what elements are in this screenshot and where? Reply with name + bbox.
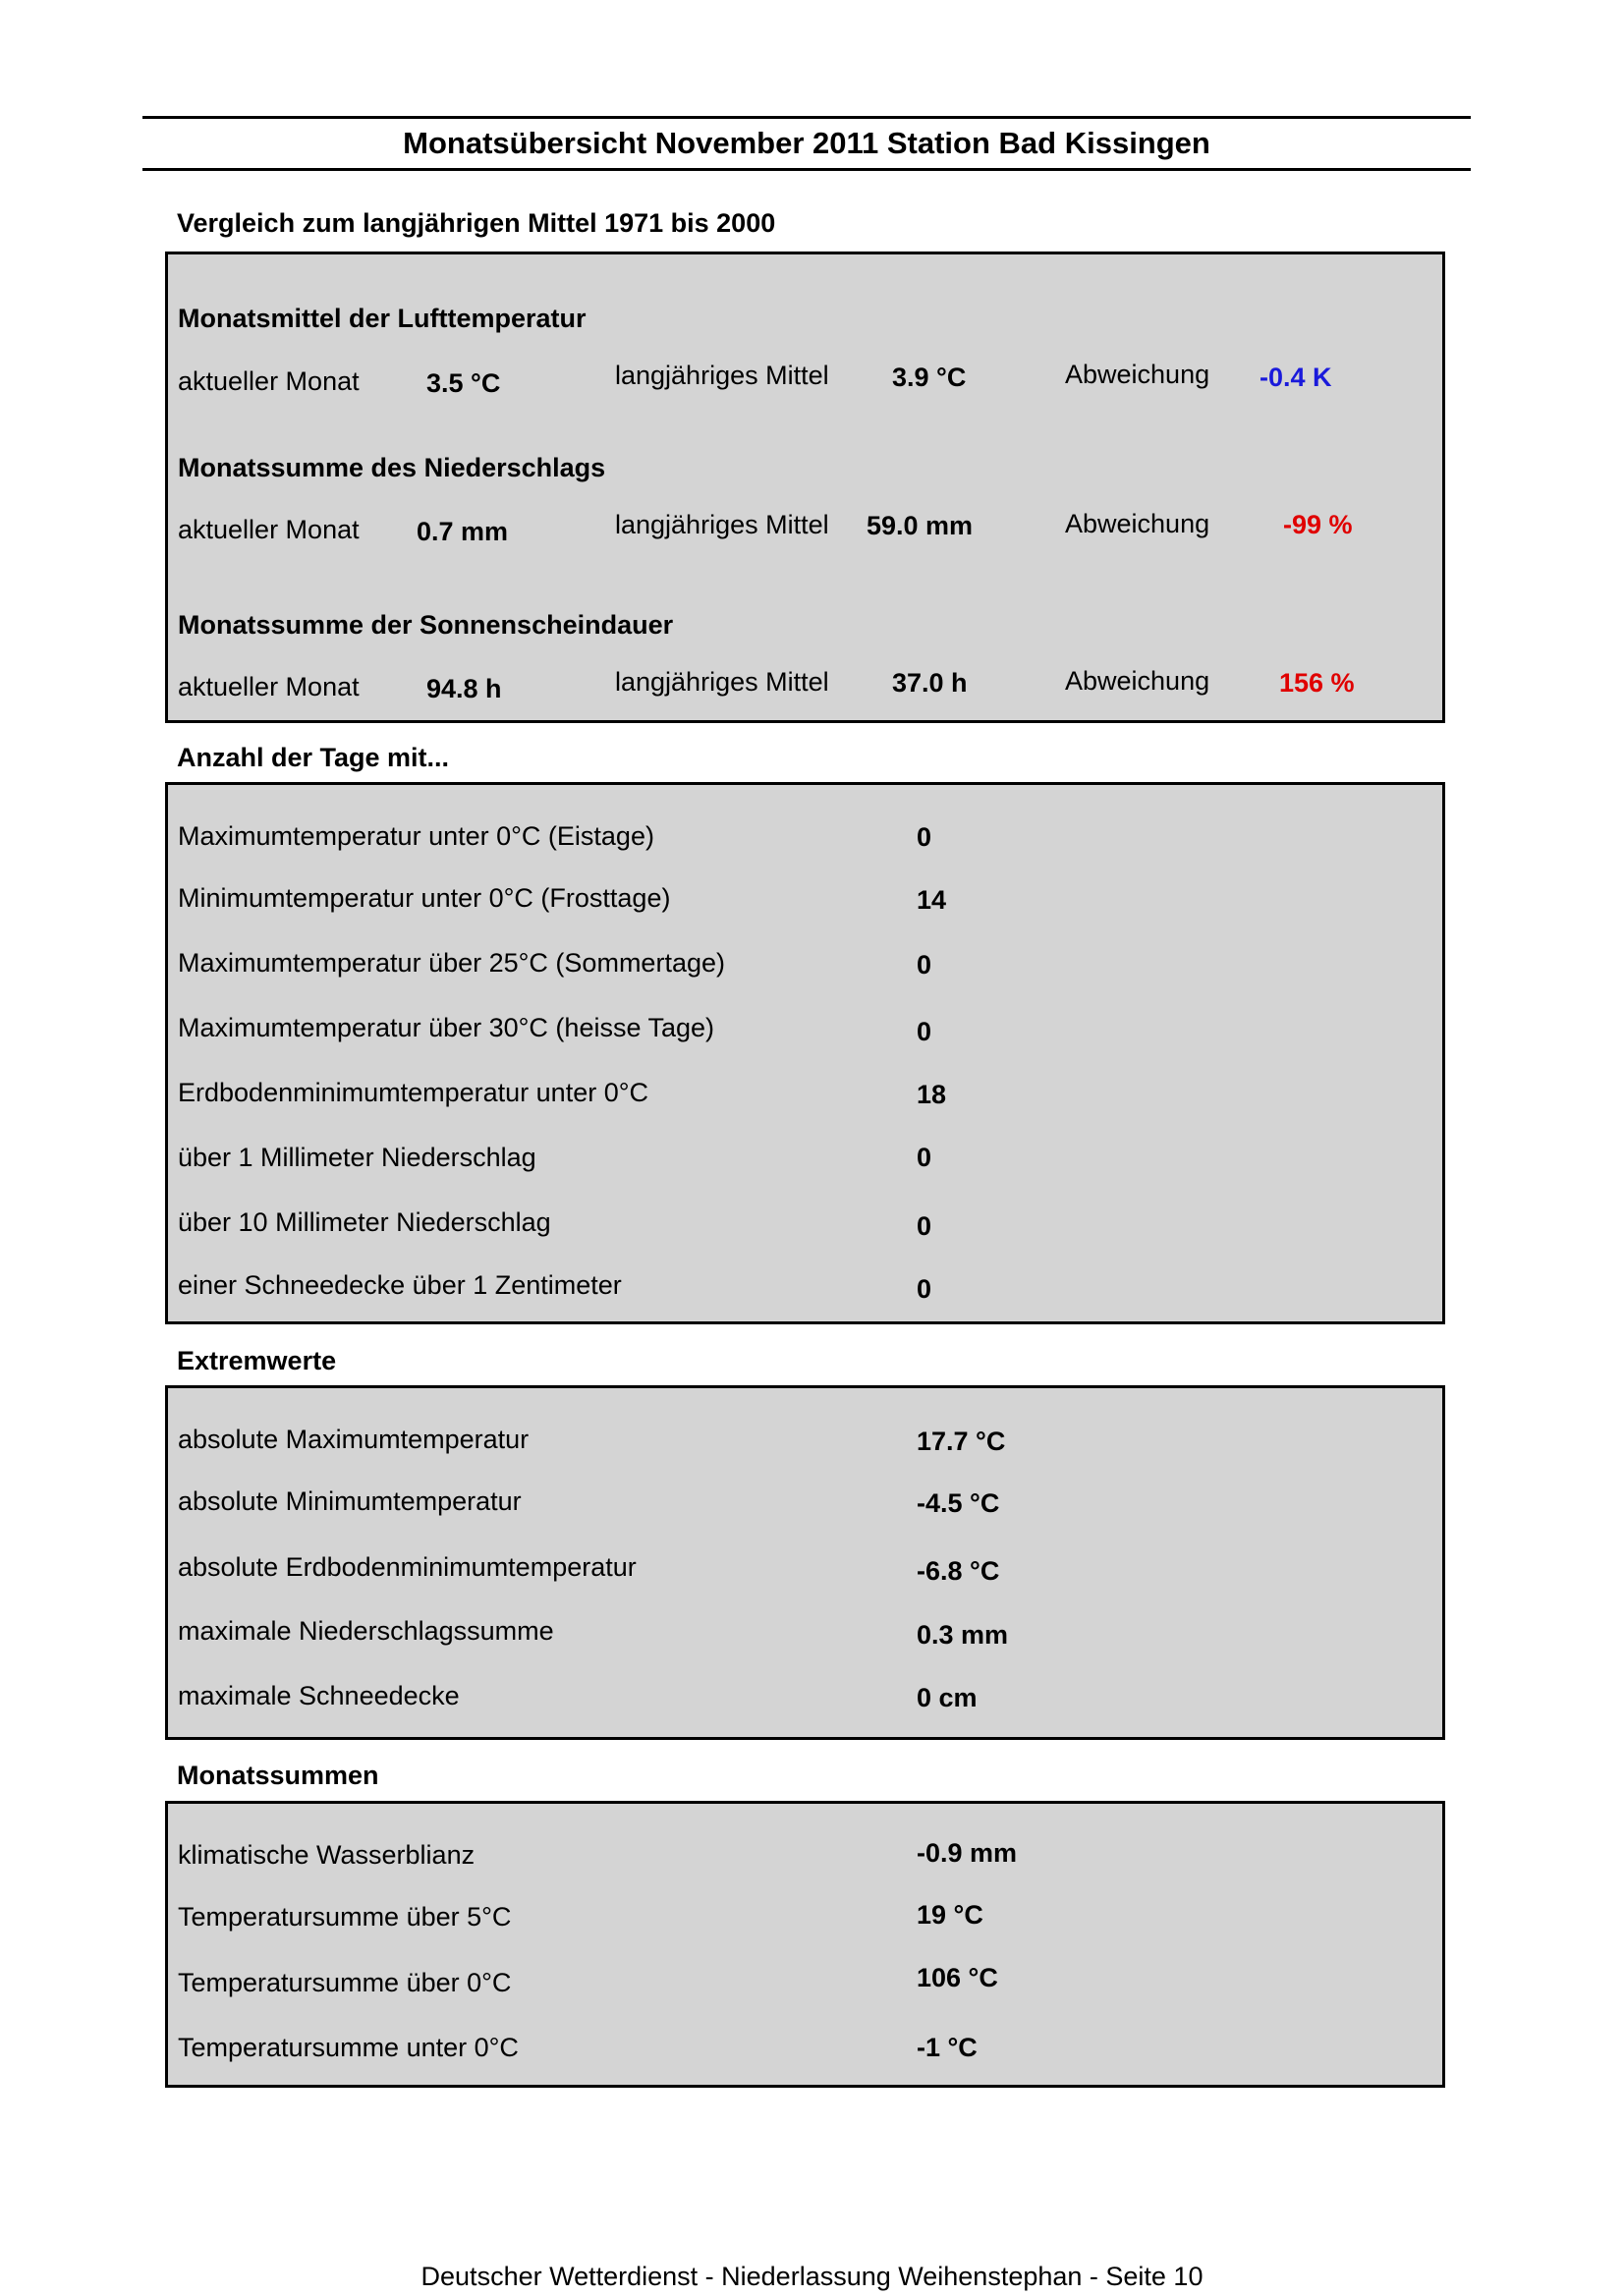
sums-row-value: 106 °C: [917, 1963, 998, 1992]
extremes-row-label: absolute Minimumtemperatur: [178, 1486, 522, 1516]
sums-row-value: 19 °C: [917, 1900, 983, 1930]
deviation-value: -0.4 K: [1260, 363, 1332, 392]
deviation-label: Abweichung: [1065, 509, 1210, 538]
current-value: 3.5 °C: [426, 368, 501, 398]
days-row-label: Maximumtemperatur über 25°C (Sommertage): [178, 948, 725, 978]
sums-row-label: klimatische Wasserblianz: [178, 1840, 476, 1870]
days-box: [165, 782, 1445, 1324]
deviation-value: -99 %: [1283, 510, 1353, 539]
extremes-row-label: maximale Schneedecke: [178, 1681, 460, 1710]
extremes-row-value: -6.8 °C: [917, 1556, 1000, 1586]
extremes-row-value: 0.3 mm: [917, 1620, 1009, 1650]
sums-row-value: -0.9 mm: [917, 1838, 1018, 1868]
deviation-label: Abweichung: [1065, 360, 1210, 389]
sums-row-label: Temperatursumme unter 0°C: [178, 2033, 519, 2062]
days-row-value: 0: [917, 1143, 932, 1172]
extremes-row-value: 0 cm: [917, 1683, 978, 1712]
mean-value: 37.0 h: [892, 668, 968, 698]
comparison-heading-precipitation: Monatssumme des Niederschlags: [178, 453, 606, 482]
deviation-value: 156 %: [1279, 668, 1355, 698]
extremes-row-label: maximale Niederschlagssumme: [178, 1616, 554, 1646]
days-row-label: Maximumtemperatur über 30°C (heisse Tage): [178, 1013, 715, 1042]
title-bar: [142, 116, 1471, 171]
days-row-value: 0: [917, 1274, 932, 1304]
current-label: aktueller Monat: [178, 366, 360, 396]
sums-row-label: Temperatursumme über 0°C: [178, 1968, 512, 1997]
current-label: aktueller Monat: [178, 515, 360, 544]
days-section-label: Anzahl der Tage mit...: [177, 743, 450, 772]
comparison-box: [165, 252, 1445, 723]
days-row-value: 0: [917, 1211, 932, 1241]
page-footer: Deutscher Wetterdienst - Niederlassung Weihenstephan - Seite 10: [420, 2262, 1204, 2291]
current-label: aktueller Monat: [178, 672, 360, 701]
extremes-row-label: absolute Maximumtemperatur: [178, 1425, 530, 1454]
mean-value: 3.9 °C: [892, 363, 967, 392]
sums-row-value: -1 °C: [917, 2033, 978, 2062]
days-row-label: Minimumtemperatur unter 0°C (Frosttage): [178, 883, 671, 913]
deviation-label: Abweichung: [1065, 666, 1210, 696]
days-row-label: über 10 Millimeter Niederschlag: [178, 1207, 551, 1237]
days-row-value: 0: [917, 950, 932, 980]
comparison-heading-temperature: Monatsmittel der Lufttemperatur: [178, 304, 587, 333]
mean-label: langjähriges Mittel: [615, 361, 829, 390]
sums-row-label: Temperatursumme über 5°C: [178, 1902, 512, 1932]
extremes-row-label: absolute Erdbodenminimumtemperatur: [178, 1552, 637, 1582]
days-row-value: 0: [917, 822, 932, 852]
comparison-section-label: Vergleich zum langjährigen Mittel 1971 bis 2000: [177, 208, 776, 238]
days-row-value: 18: [917, 1080, 947, 1109]
days-row-label: Maximumtemperatur unter 0°C (Eistage): [178, 821, 654, 851]
mean-label: langjähriges Mittel: [615, 510, 829, 539]
extremes-row-value: 17.7 °C: [917, 1427, 1006, 1456]
extremes-row-value: -4.5 °C: [917, 1488, 1000, 1518]
extremes-section-label: Extremwerte: [177, 1346, 337, 1375]
days-row-label: über 1 Millimeter Niederschlag: [178, 1143, 536, 1172]
current-value: 94.8 h: [426, 674, 502, 703]
page-title: Monatsübersicht November 2011 Station Bad Kissingen: [403, 126, 1210, 160]
days-row-value: 14: [917, 885, 947, 915]
current-value: 0.7 mm: [417, 517, 509, 546]
mean-value: 59.0 mm: [867, 511, 974, 540]
days-row-label: einer Schneedecke über 1 Zentimeter: [178, 1270, 622, 1300]
sums-box: [165, 1801, 1445, 2088]
extremes-box: [165, 1385, 1445, 1740]
days-row-value: 0: [917, 1017, 932, 1046]
sums-section-label: Monatssummen: [177, 1761, 379, 1790]
days-row-label: Erdbodenminimumtemperatur unter 0°C: [178, 1078, 649, 1107]
comparison-heading-sunshine: Monatssumme der Sonnenscheindauer: [178, 610, 674, 640]
mean-label: langjähriges Mittel: [615, 667, 829, 697]
